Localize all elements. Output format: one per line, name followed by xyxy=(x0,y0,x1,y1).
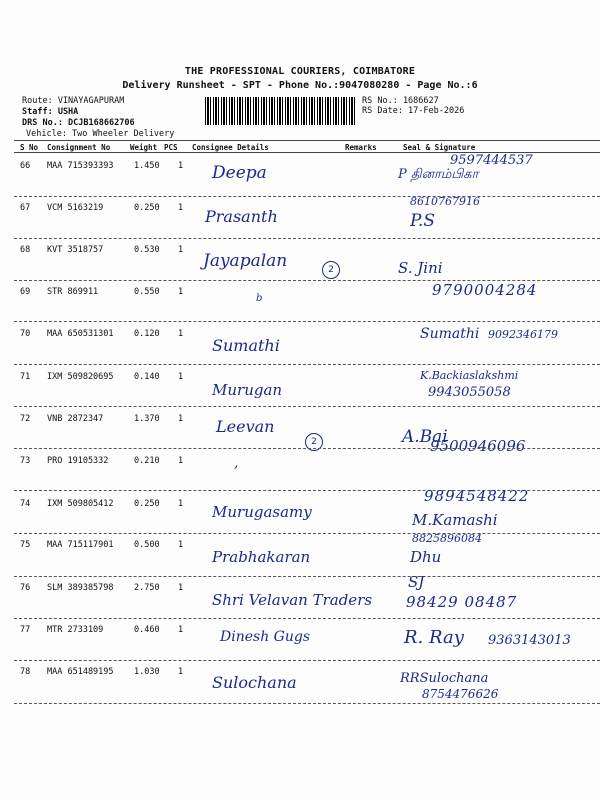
row-consignment: MAA 651489195 xyxy=(47,667,114,677)
stray-mark: , xyxy=(234,455,239,471)
col-consignment: Consignment No xyxy=(47,143,111,152)
col-remarks: Remarks xyxy=(345,143,377,152)
signature-handwriting: M.Kamashi xyxy=(412,511,498,529)
row-pcs: 1 xyxy=(178,329,184,339)
signature-phone: 98429 08487 xyxy=(406,593,518,611)
table-row xyxy=(0,155,600,197)
row-consignment: SLM 389385798 xyxy=(47,583,114,593)
circled-number: 2 xyxy=(305,433,323,451)
consignee-handwriting: Shri Velavan Traders xyxy=(212,591,373,609)
row-sno: 70 xyxy=(20,329,31,339)
row-weight: 0.500 xyxy=(134,540,160,550)
table-row xyxy=(0,661,600,703)
table-row xyxy=(0,322,600,364)
row-weight: 0.140 xyxy=(134,372,160,382)
row-sno: 78 xyxy=(20,667,31,677)
rs-date: RS Date: 17-Feb-2026 xyxy=(362,106,465,116)
row-sno: 67 xyxy=(20,203,31,213)
signature-handwriting: R. Ray xyxy=(404,627,464,648)
row-consignment: MAA 715393393 xyxy=(47,161,114,171)
row-consignment: MTR 2733109 xyxy=(47,625,104,635)
signature-handwriting: K.Backiaslakshmi xyxy=(420,369,519,382)
row-consignment: KVT 3518757 xyxy=(47,245,104,255)
table-row xyxy=(0,573,600,619)
row-pcs: 1 xyxy=(178,625,184,635)
route-label: Route: VINAYAGAPURAM xyxy=(22,96,125,106)
signature-phone: 8610767916 xyxy=(410,195,480,208)
col-weight: Weight xyxy=(130,143,158,152)
staff-label: Staff: USHA xyxy=(22,107,79,117)
row-divider xyxy=(14,703,600,704)
row-weight: 0.250 xyxy=(134,499,160,509)
table-row xyxy=(0,534,600,576)
col-seal: Seal & Signature xyxy=(403,143,476,152)
table-row xyxy=(0,239,600,281)
circled-number: 2 xyxy=(322,261,340,279)
row-consignment: MAA 650531301 xyxy=(47,329,114,339)
consignee-handwriting: Deepa xyxy=(212,163,267,183)
signature-phone: 8825896084 xyxy=(412,532,482,545)
row-sno: 75 xyxy=(20,540,31,550)
signature-handwriting: P.S xyxy=(410,211,436,231)
row-weight: 1.370 xyxy=(134,414,160,424)
row-consignment: IXM 509805412 xyxy=(47,499,114,509)
row-weight: 1.450 xyxy=(134,161,160,171)
row-pcs: 1 xyxy=(178,287,184,297)
row-sno: 73 xyxy=(20,456,31,466)
row-pcs: 1 xyxy=(178,203,184,213)
col-consignee: Consignee Details xyxy=(192,143,269,152)
row-pcs: 1 xyxy=(178,161,184,171)
row-pcs: 1 xyxy=(178,372,184,382)
consignee-handwriting: Jayapalan xyxy=(203,251,288,271)
table-row xyxy=(0,619,600,661)
signature-phone: 8754476626 xyxy=(422,687,499,701)
row-sno: 74 xyxy=(20,499,31,509)
signature-handwriting: Dhu xyxy=(410,548,442,566)
signature-phone: 9363143013 xyxy=(488,633,571,648)
row-consignment: IXM 509820695 xyxy=(47,372,114,382)
consignee-handwriting: Murugan xyxy=(212,381,283,399)
consignee-handwriting: Prabhakaran xyxy=(212,548,311,566)
row-sno: 71 xyxy=(20,372,31,382)
col-pcs: PCS xyxy=(164,143,178,152)
row-pcs: 1 xyxy=(178,456,184,466)
consignee-handwriting: Prasanth xyxy=(205,207,278,226)
row-pcs: 1 xyxy=(178,583,184,593)
barcode-image xyxy=(205,97,355,125)
vehicle-label: Vehicle: Two Wheeler Delivery xyxy=(26,129,175,139)
signature-phone: 9597444537 xyxy=(450,153,533,168)
table-row xyxy=(0,487,600,533)
row-consignment: STR 869911 xyxy=(47,287,99,297)
table-row xyxy=(0,281,600,323)
signature-handwriting: RRSulochana xyxy=(400,671,489,686)
stray-mark: b xyxy=(256,293,263,304)
signature-phone: 9790004284 xyxy=(432,281,538,299)
signature-handwriting: SJ xyxy=(408,573,425,591)
runsheet-subtitle: Delivery Runsheet - SPT - Phone No.:9047080280 - Page No.:6 xyxy=(122,80,478,91)
row-pcs: 1 xyxy=(178,667,184,677)
row-consignment: VNB 2872347 xyxy=(47,414,104,424)
consignee-handwriting: Sulochana xyxy=(212,673,297,692)
table-row xyxy=(0,449,600,491)
row-sno: 72 xyxy=(20,414,31,424)
row-sno: 68 xyxy=(20,245,31,255)
rs-number: RS No.: 1686627 xyxy=(362,96,439,106)
signature-phone: 9092346179 xyxy=(488,328,558,341)
row-pcs: 1 xyxy=(178,540,184,550)
row-pcs: 1 xyxy=(178,414,184,424)
signature-handwriting: S. Jini xyxy=(398,259,443,277)
signature-phone: 9500946096 xyxy=(430,437,526,455)
row-sno: 66 xyxy=(20,161,31,171)
row-sno: 69 xyxy=(20,287,31,297)
table-row xyxy=(0,197,600,239)
row-weight: 0.550 xyxy=(134,287,160,297)
consignee-handwriting: Leevan xyxy=(216,417,275,436)
row-pcs: 1 xyxy=(178,499,184,509)
signature-handwriting: A.Bai xyxy=(402,427,448,447)
table-row xyxy=(0,365,600,407)
table-row xyxy=(0,407,600,455)
table-top-rule xyxy=(14,140,600,141)
row-weight: 0.530 xyxy=(134,245,160,255)
signature-handwriting: P தினாம்பிகா xyxy=(398,167,479,182)
signature-phone: 9943055058 xyxy=(428,385,511,400)
consignee-handwriting: Murugasamy xyxy=(212,503,312,521)
signature-phone: 9894548422 xyxy=(424,487,530,505)
row-consignment: MAA 715117901 xyxy=(47,540,114,550)
company-title: THE PROFESSIONAL COURIERS, COIMBATORE xyxy=(184,66,416,77)
row-weight: 0.210 xyxy=(134,456,160,466)
row-weight: 1.030 xyxy=(134,667,160,677)
row-weight: 2.750 xyxy=(134,583,160,593)
row-sno: 76 xyxy=(20,583,31,593)
drs-number: DRS No.: DCJB168662706 xyxy=(22,118,135,128)
col-sno: S No xyxy=(20,143,39,152)
row-weight: 0.120 xyxy=(134,329,160,339)
consignee-handwriting: Sumathi xyxy=(212,336,280,355)
row-sno: 77 xyxy=(20,625,31,635)
signature-handwriting: Sumathi xyxy=(420,326,480,342)
consignee-handwriting: Dinesh Gugs xyxy=(220,629,311,645)
row-consignment: VCM 5163219 xyxy=(47,203,104,213)
row-weight: 0.250 xyxy=(134,203,160,213)
row-weight: 0.460 xyxy=(134,625,160,635)
row-pcs: 1 xyxy=(178,245,184,255)
row-consignment: PRO 19105332 xyxy=(47,456,109,466)
